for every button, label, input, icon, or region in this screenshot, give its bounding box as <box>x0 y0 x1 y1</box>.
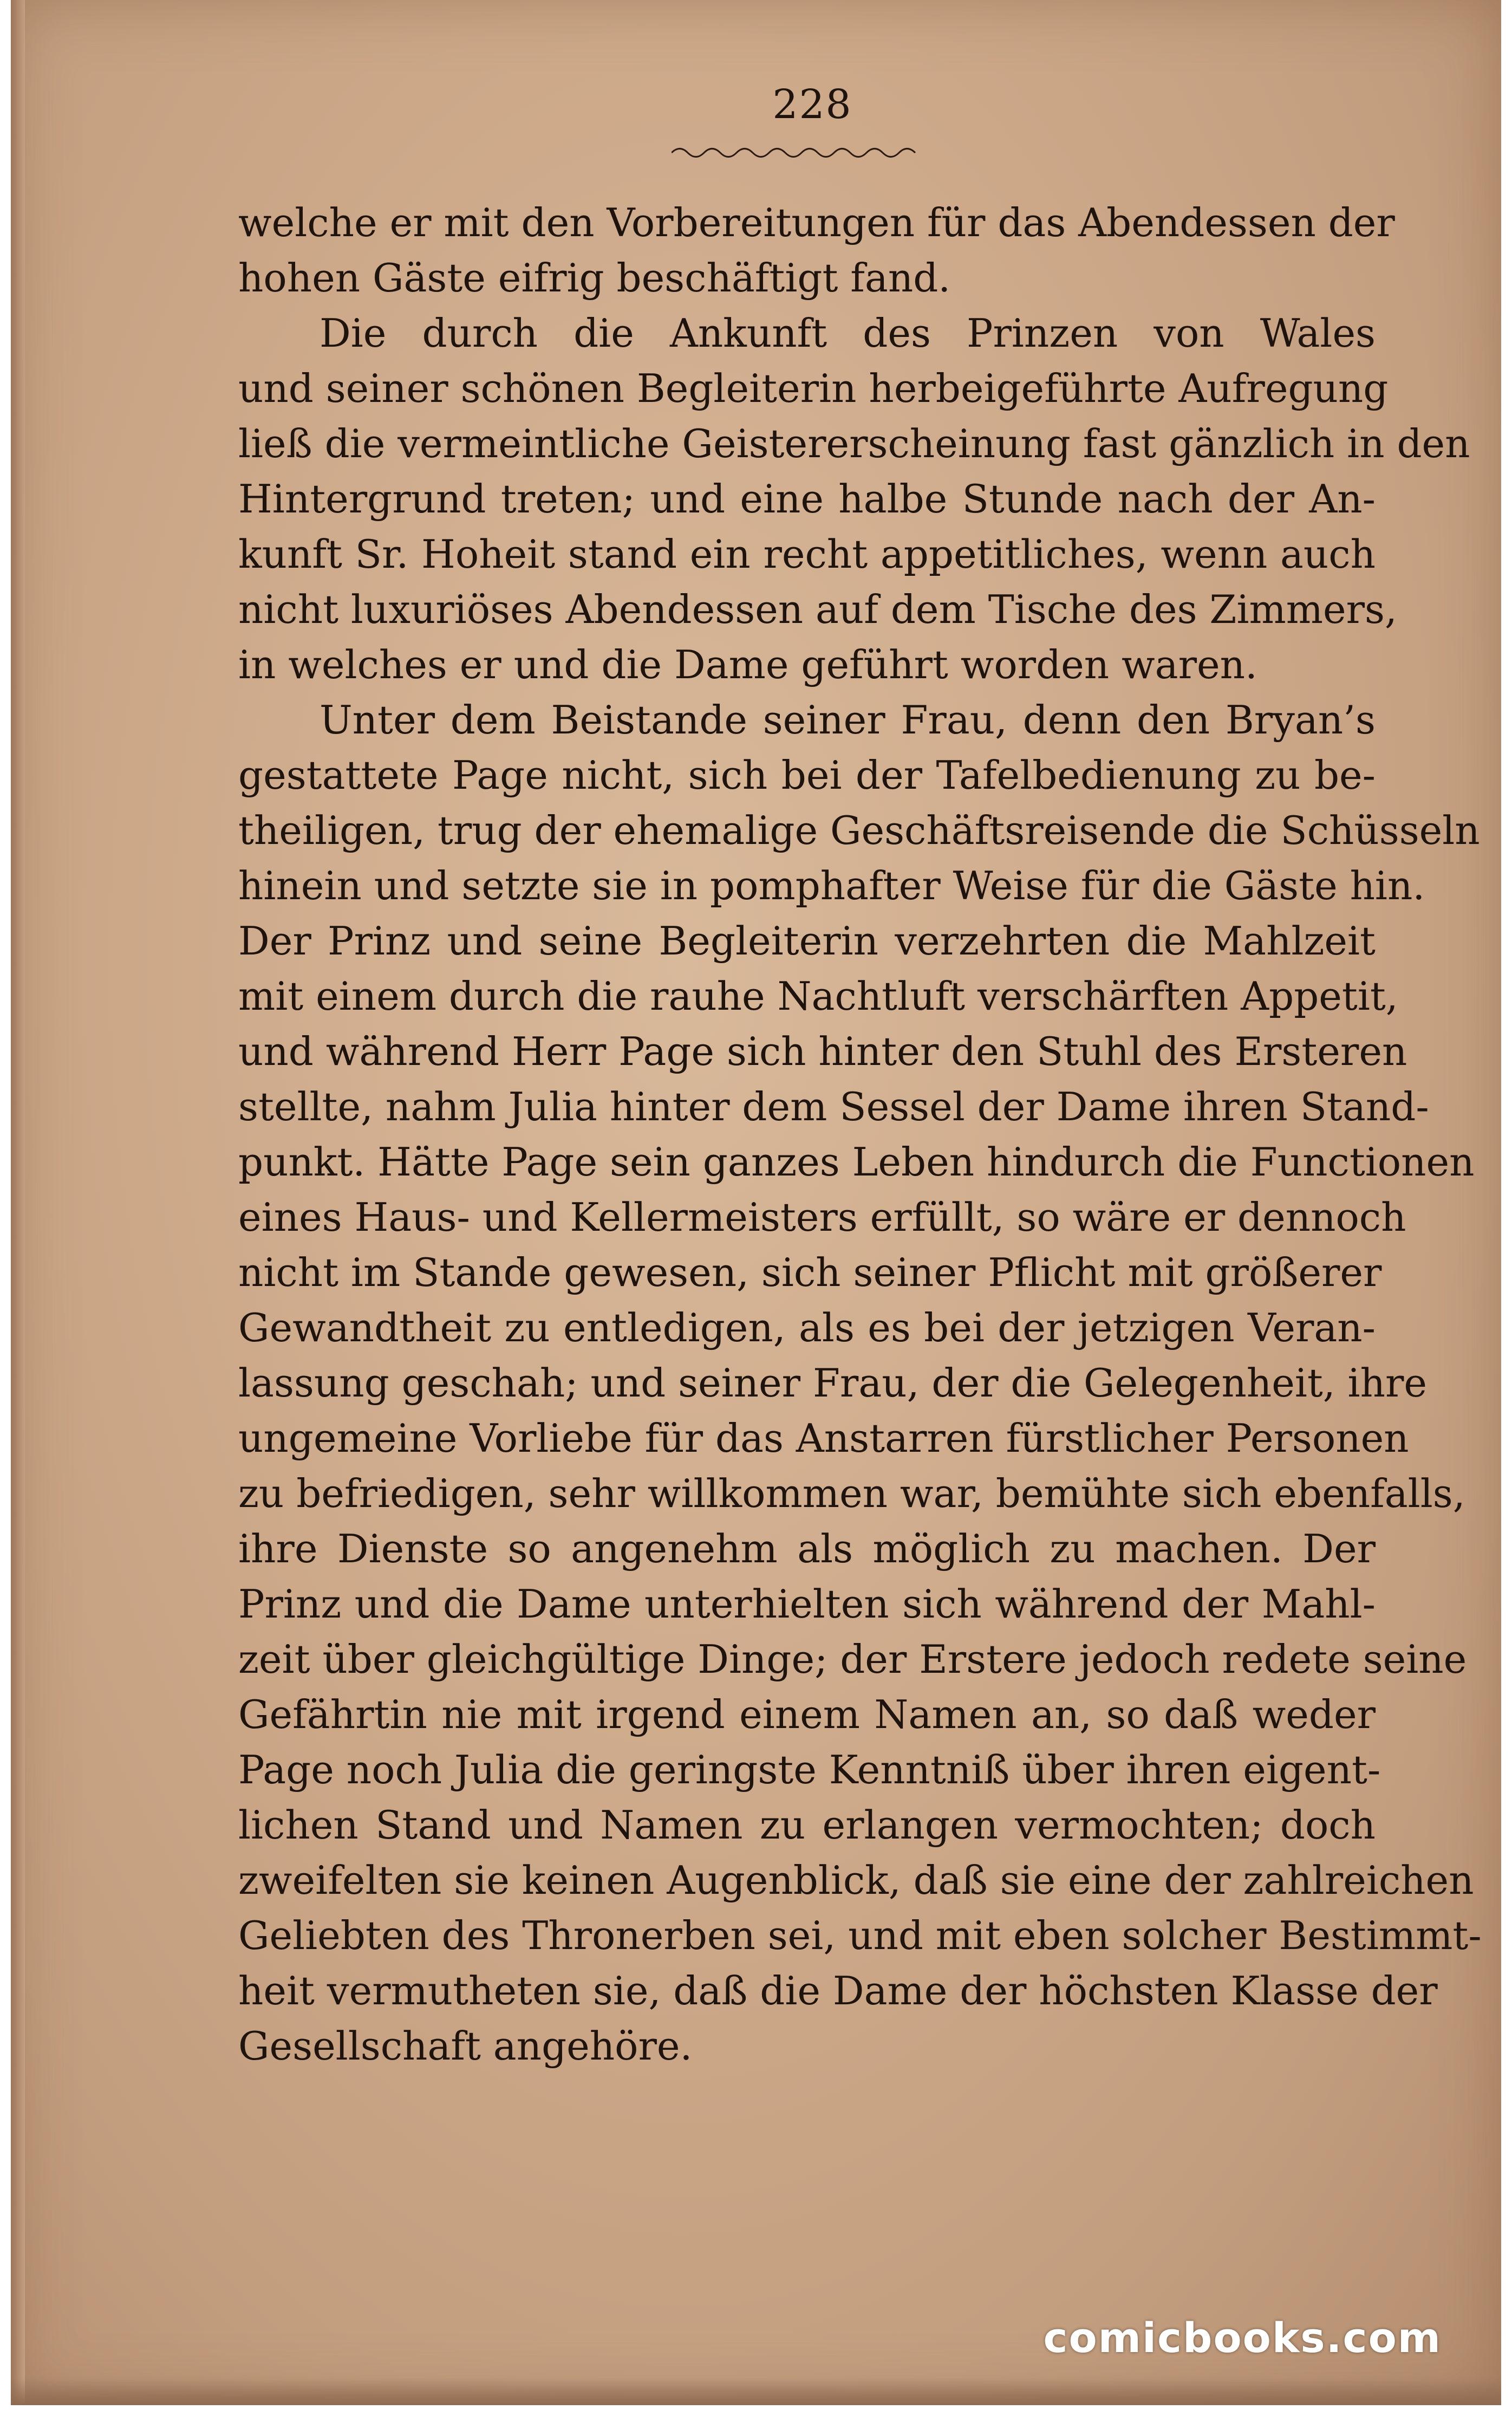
text-line: hinein und setzte sie in pomphafter Weise für die Gäste hin. <box>238 863 1425 908</box>
text-line: Hintergrund treten; und eine halbe Stunde nach der An- <box>238 476 1376 522</box>
book-page <box>11 0 1501 2405</box>
text-line: heit vermutheten sie, daß die Dame der höchsten Klasse der <box>238 1968 1438 2014</box>
text-line: und während Herr Page sich hinter den Stuhl des Ersteren <box>238 1029 1407 1074</box>
text-line: Gefährtin nie mit irgend einem Namen an, so daß weder <box>238 1692 1376 1737</box>
text-line: zu befriedigen, sehr willkommen war, bemühte sich ebenfalls, <box>238 1471 1465 1516</box>
text-line: nicht luxuriöses Abendessen auf dem Tische des Zimmers, <box>238 587 1397 632</box>
text-line: stellte, nahm Julia hinter dem Sessel der Dame ihren Stand- <box>238 1084 1429 1129</box>
text-line: theiligen, trug der ehemalige Geschäftsreisende die Schüsseln <box>238 808 1480 853</box>
text-line: lichen Stand und Namen zu erlangen vermochten; doch <box>238 1802 1376 1848</box>
text-line: nicht im Stande gewesen, sich seiner Pflicht mit größerer <box>238 1250 1382 1295</box>
page-bottom-edge <box>11 2378 1501 2405</box>
text-line: Gewandtheit zu entledigen, als es bei der jetzigen Veran- <box>238 1305 1376 1350</box>
text-line: Gesellschaft angehöre. <box>238 2023 693 2069</box>
text-line: ihre Dienste so angenehm als möglich zu machen. Der <box>238 1526 1376 1571</box>
text-line: gestattete Page nicht, sich bei der Tafelbedienung zu be- <box>238 752 1376 798</box>
text-line: Page noch Julia die geringste Kenntniß über ihren eigent- <box>238 1747 1381 1792</box>
ornament-rule <box>672 142 921 164</box>
text-line: Unter dem Beistande seiner Frau, denn den Bryan’s <box>320 697 1376 743</box>
text-line: Die durch die Ankunft des Prinzen von Wales <box>320 310 1376 356</box>
text-line: Prinz und die Dame unterhielten sich während der Mahl- <box>238 1581 1376 1627</box>
text-line: Der Prinz und seine Begleiterin verzehrten die Mahlzeit <box>238 918 1376 964</box>
page-left-edge <box>11 0 25 2405</box>
text-line: welche er mit den Vorbereitungen für das Abendessen der <box>238 200 1395 245</box>
text-line: zweifelten sie keinen Augenblick, daß sie eine der zahlreichen <box>238 1858 1474 1903</box>
text-line: lassung geschah; und seiner Frau, der die Gelegenheit, ihre <box>238 1360 1427 1406</box>
page-number: 228 <box>772 81 852 128</box>
text-line: und seiner schönen Begleiterin herbeigeführte Aufregung <box>238 366 1389 411</box>
text-line: in welches er und die Dame geführt worden waren. <box>238 642 1257 687</box>
watermark: comicbooks.com <box>1043 2314 1442 2362</box>
text-line: zeit über gleichgültige Dinge; der Erstere jedoch redete seine <box>238 1636 1467 1682</box>
text-line: punkt. Hätte Page sein ganzes Leben hindurch die Functionen <box>238 1139 1475 1185</box>
text-line: eines Haus- und Kellermeisters erfüllt, so wäre er dennoch <box>238 1194 1406 1240</box>
text-line: Geliebten des Thronerben sei, und mit eben solcher Bestimmt- <box>238 1913 1482 1958</box>
text-line: ungemeine Vorliebe für das Anstarren fürstlicher Personen <box>238 1415 1409 1461</box>
text-line: hohen Gäste eifrig beschäftigt fand. <box>238 255 951 301</box>
text-line: kunft Sr. Hoheit stand ein recht appetitliches, wenn auch <box>238 531 1376 577</box>
text-line: mit einem durch die rauhe Nachtluft verschärften Appetit, <box>238 973 1398 1019</box>
text-line: ließ die vermeintliche Geistererscheinung fast gänzlich in den <box>238 421 1470 466</box>
body-text <box>238 195 1482 2074</box>
